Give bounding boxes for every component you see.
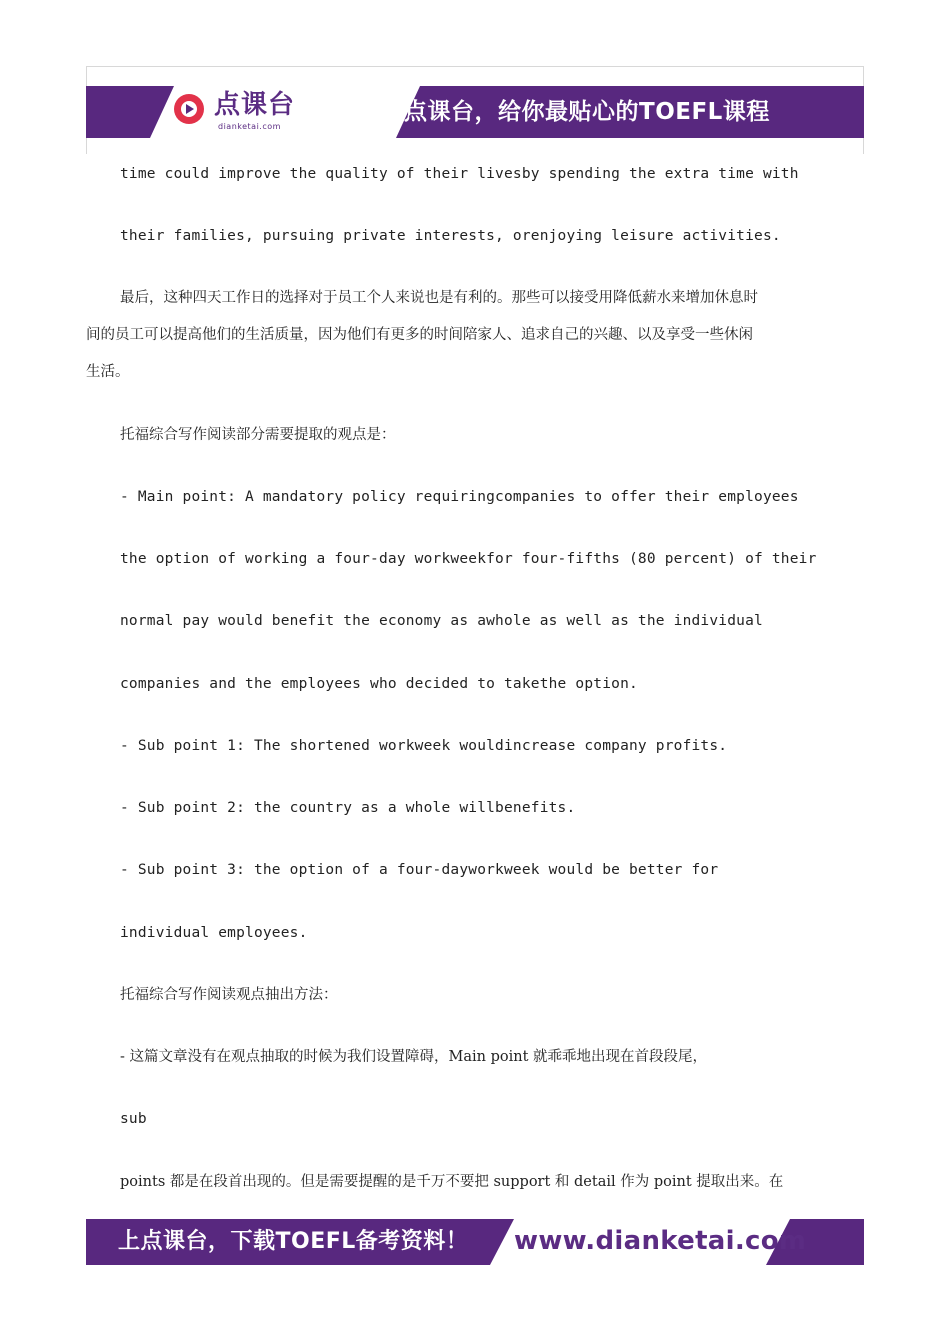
logo-text: 点课台 bbox=[214, 90, 296, 120]
body-line: 最后，这种四天工作日的选择对于员工个人来说也是有利的。那些可以接受用降低薪水来增加休息时 bbox=[120, 290, 758, 306]
body-line: individual employees. bbox=[120, 925, 308, 941]
body-line: - Main point: A mandatory policy requiringcompanies to offer their employees bbox=[120, 489, 799, 505]
header-banner bbox=[86, 86, 864, 138]
body-line: - Sub point 1: The shortened workweek wouldincrease company profits. bbox=[120, 738, 728, 754]
header-slogan: 点课台，给你最贴心的TOEFL课程 bbox=[404, 99, 770, 125]
footer-url-link[interactable]: www.dianketai.com bbox=[514, 1226, 807, 1256]
body-line: companies and the employees who decided to takethe option. bbox=[120, 676, 638, 692]
footer-banner bbox=[86, 1219, 864, 1265]
logo-subtext: dianketai.com bbox=[218, 122, 281, 131]
header-top-rule bbox=[86, 66, 864, 67]
section-heading: 托福综合写作阅读观点抽出方法： bbox=[120, 987, 338, 1003]
body-line: 生活。 bbox=[86, 364, 130, 380]
body-line: 间的员工可以提高他们的生活质量，因为他们有更多的时间陪家人、追求自己的兴趣、以及享受一些休闲 bbox=[86, 327, 753, 343]
section-heading: 托福综合写作阅读部分需要提取的观点是： bbox=[120, 427, 396, 443]
body-line: - 这篇文章没有在观点抽取的时候为我们设置障碍，Main point 就乖乖地出现在首段段尾， bbox=[120, 1049, 708, 1065]
body-line: normal pay would benefit the economy as awhole as well as the individual bbox=[120, 613, 763, 629]
body-line: time could improve the quality of their livesby spending the extra time with bbox=[120, 166, 799, 182]
body-line: their families, pursuing private interests, orenjoying leisure activities. bbox=[120, 228, 781, 244]
body-line: sub bbox=[120, 1111, 147, 1127]
body-line: the option of working a four-day workweekfor four-fifths (80 percent) of their bbox=[120, 551, 817, 567]
body-line: - Sub point 3: the option of a four-dayworkweek would be better for bbox=[120, 862, 719, 878]
footer-slogan: 上点课台，下载TOEFL备考资料！ bbox=[118, 1229, 469, 1254]
body-line: points 都是在段首出现的。但是需要提醒的是千万不要把 support 和 detail 作为 point 提取出来。在 bbox=[120, 1174, 784, 1190]
logo-play-icon bbox=[172, 92, 206, 126]
body-line: - Sub point 2: the country as a whole willbenefits. bbox=[120, 800, 576, 816]
